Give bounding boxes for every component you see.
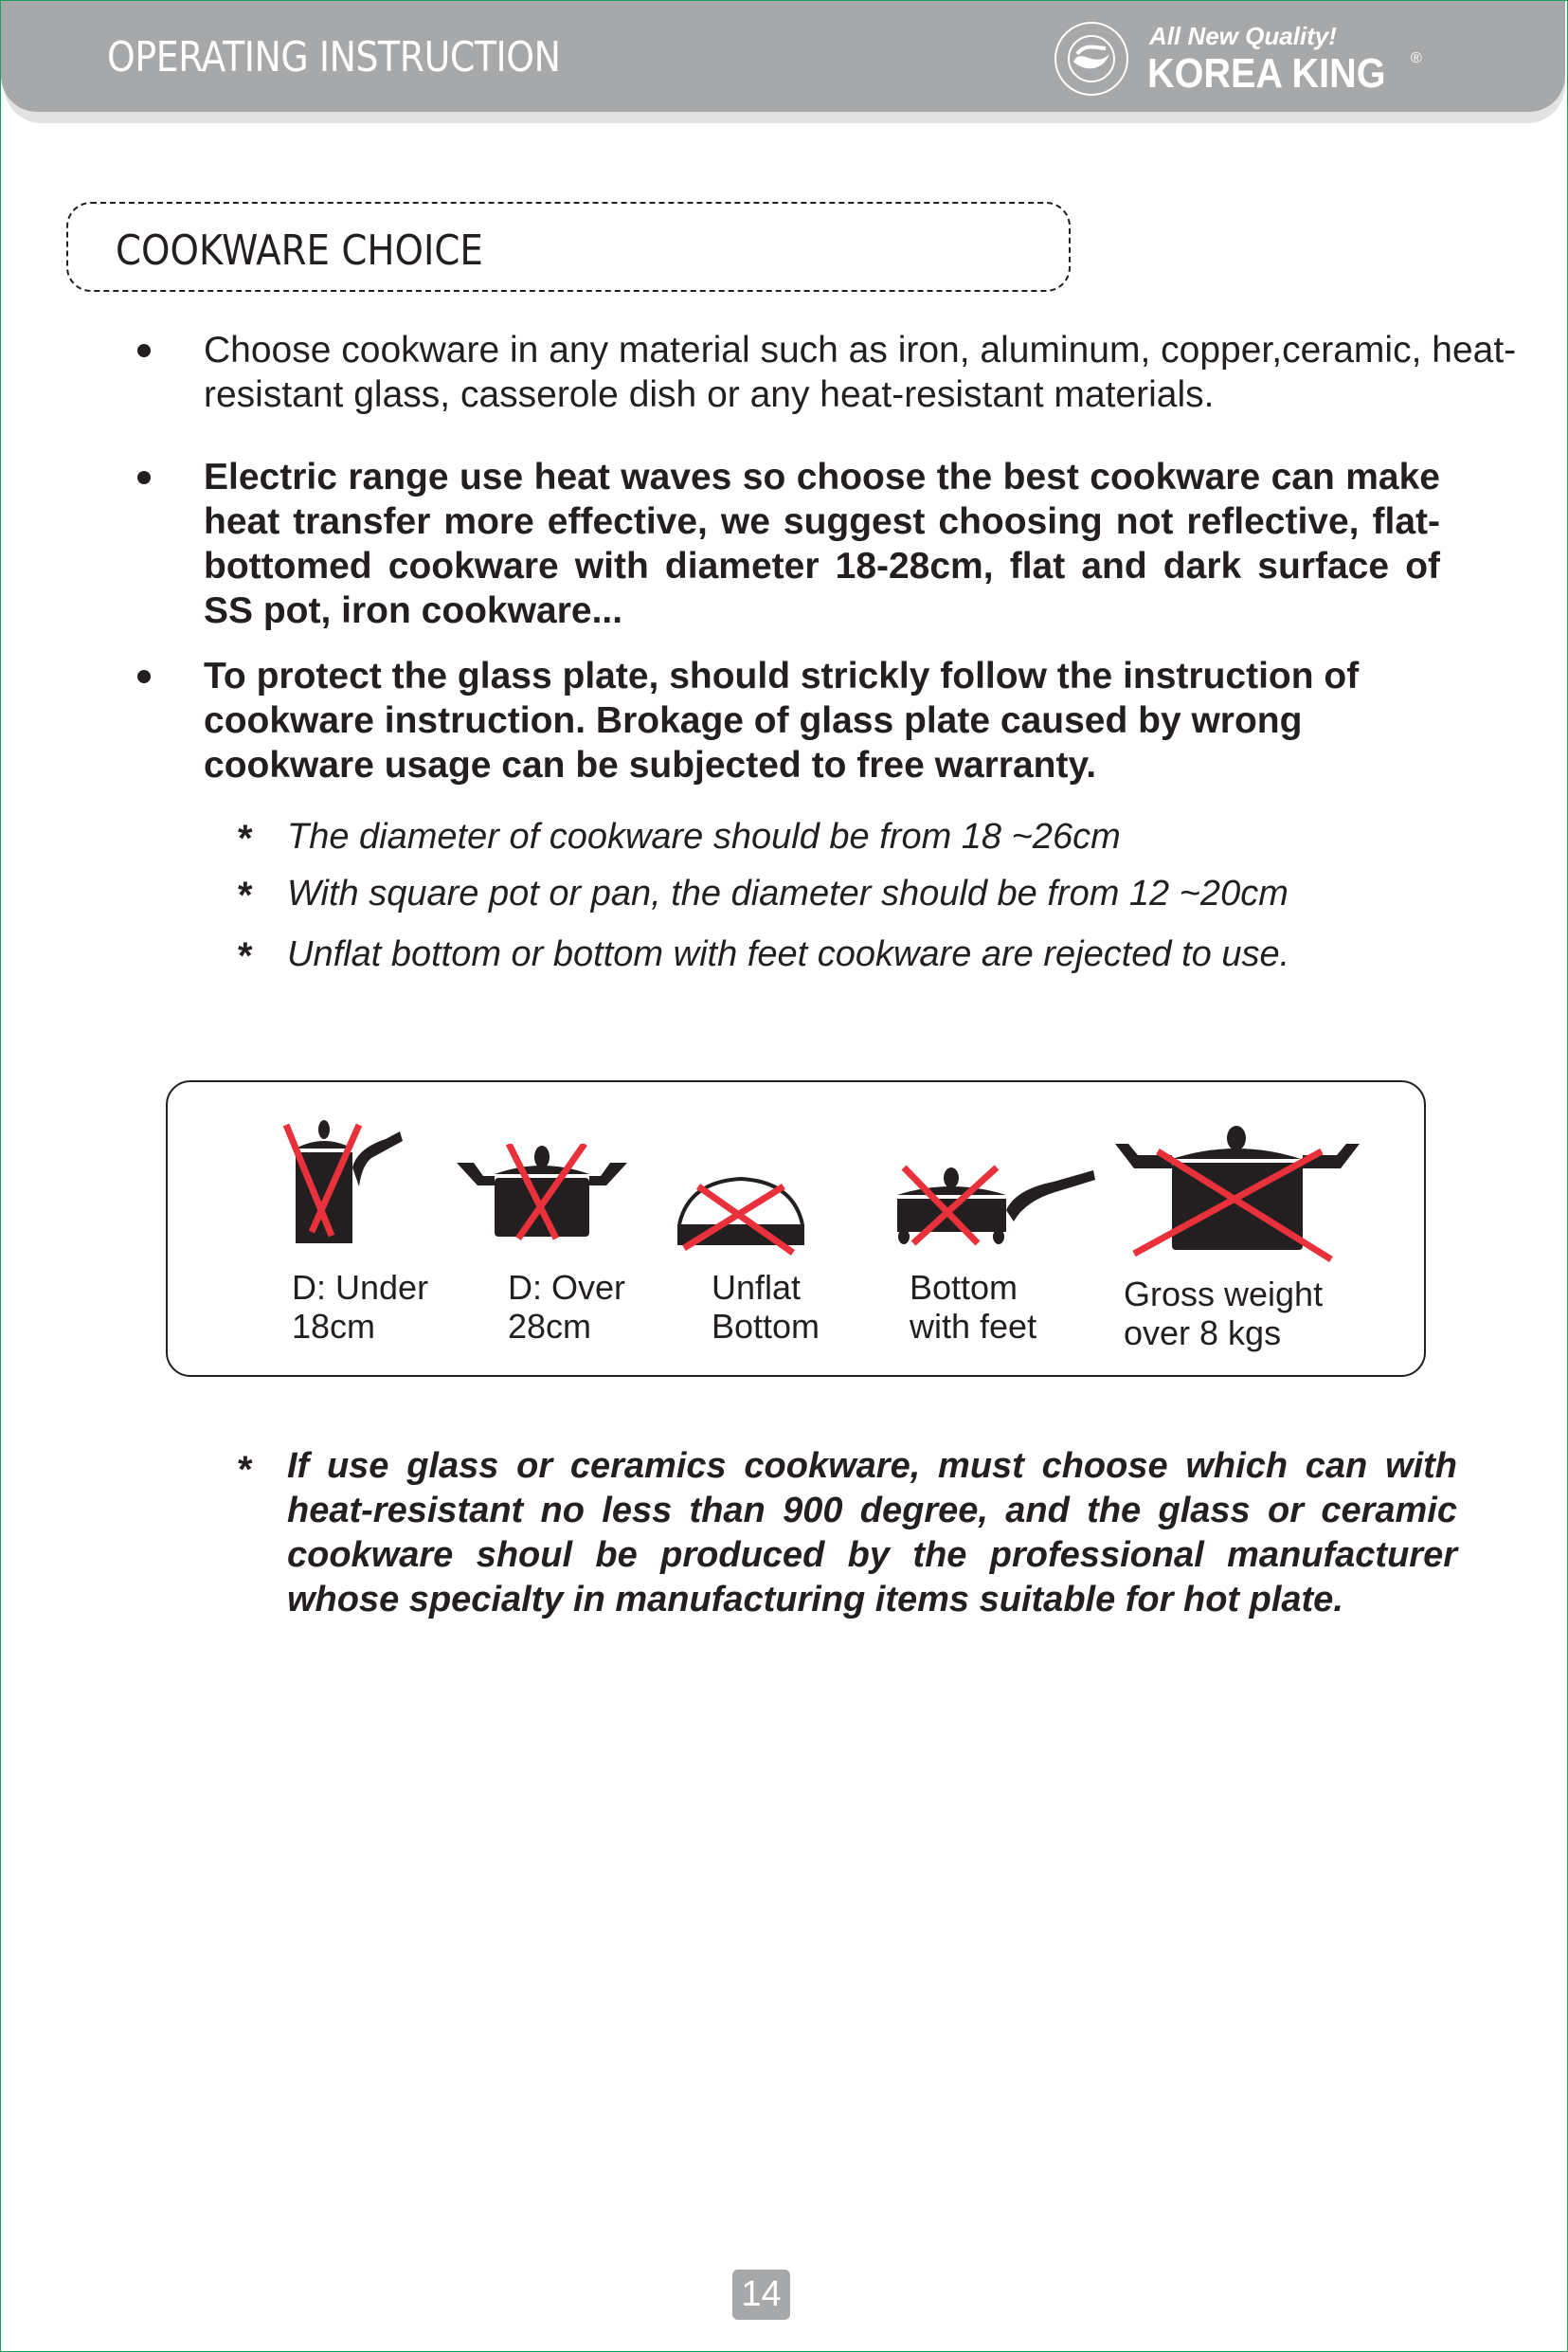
- note-item: * The diameter of cookware should be from 18 ~26cm: [287, 815, 1121, 859]
- wide-pot-icon: [457, 1144, 627, 1248]
- bullet-item: [204, 654, 1454, 787]
- section-title: COOKWARE CHOICE: [116, 226, 483, 275]
- bullet-dot-icon: [137, 471, 151, 484]
- bullet-dot-icon: [137, 344, 151, 357]
- prohibited-label: Gross weight over 8 kgs: [1124, 1275, 1324, 1352]
- bullet-item: [204, 328, 1530, 417]
- round-bottom-pot-icon: [670, 1177, 812, 1262]
- prohibited-label: D: Under 18cm: [292, 1268, 429, 1346]
- bullet-text: Electric range use heat waves so choose the best cookware can make heat transfer more effective, we suggest choosing not reflective, flat-bottomed cookware with diameter 18-28cm, flat and dark surface of SS pot, iron cookware...: [204, 457, 1440, 631]
- logo-tagline: All New Quality!: [1149, 22, 1337, 50]
- header-bar: [1, 1, 1565, 112]
- bullet-item: [204, 455, 1440, 633]
- bullet-text: Choose cookware in any material such as iron, aluminum, copper,ceramic, heat-resistant glass, casserole dish or any heat-resistant materials.: [204, 330, 1517, 415]
- prohibited-label: Unflat Bottom: [712, 1268, 820, 1346]
- bullet-dot-icon: [137, 670, 151, 683]
- logo-name: KOREA KING: [1147, 50, 1386, 97]
- bullet-text: To protect the glass plate, should strickly follow the instruction of cookware instruction. Brokage of glass plate caused by wrong cookware usage can be subjected to free warranty.: [204, 656, 1360, 786]
- footed-pan-icon: [892, 1163, 1101, 1257]
- prohibited-label: D: Over 28cm: [508, 1268, 626, 1346]
- note-item: * With square pot or pan, the diameter should be from 12 ~20cm: [287, 872, 1289, 916]
- prohibited-label: Bottom with feet: [910, 1268, 1037, 1346]
- header-title: OPERATING INSTRUCTION: [107, 33, 561, 81]
- registered-mark: ®: [1411, 50, 1422, 66]
- korea-king-seal-logo: [1053, 20, 1130, 98]
- heavy-pot-icon: [1115, 1125, 1361, 1267]
- prohibited-cookware-panel: [166, 1080, 1426, 1377]
- tall-pot-icon: [281, 1120, 414, 1253]
- page-number: 14: [732, 2270, 790, 2320]
- note-item: * Unflat bottom or bottom with feet cookware are rejected to use.: [287, 932, 1289, 977]
- glass-cookware-note: * If use glass or ceramics cookware, must choose which can with heat-resistant no less than 900 degree, and the glass or ceramic cookware shoul be produced by the professional manufacturer whose specialty in manufacturing items suitable for hot plate.: [287, 1444, 1457, 1622]
- section-heading-box: [66, 202, 1071, 292]
